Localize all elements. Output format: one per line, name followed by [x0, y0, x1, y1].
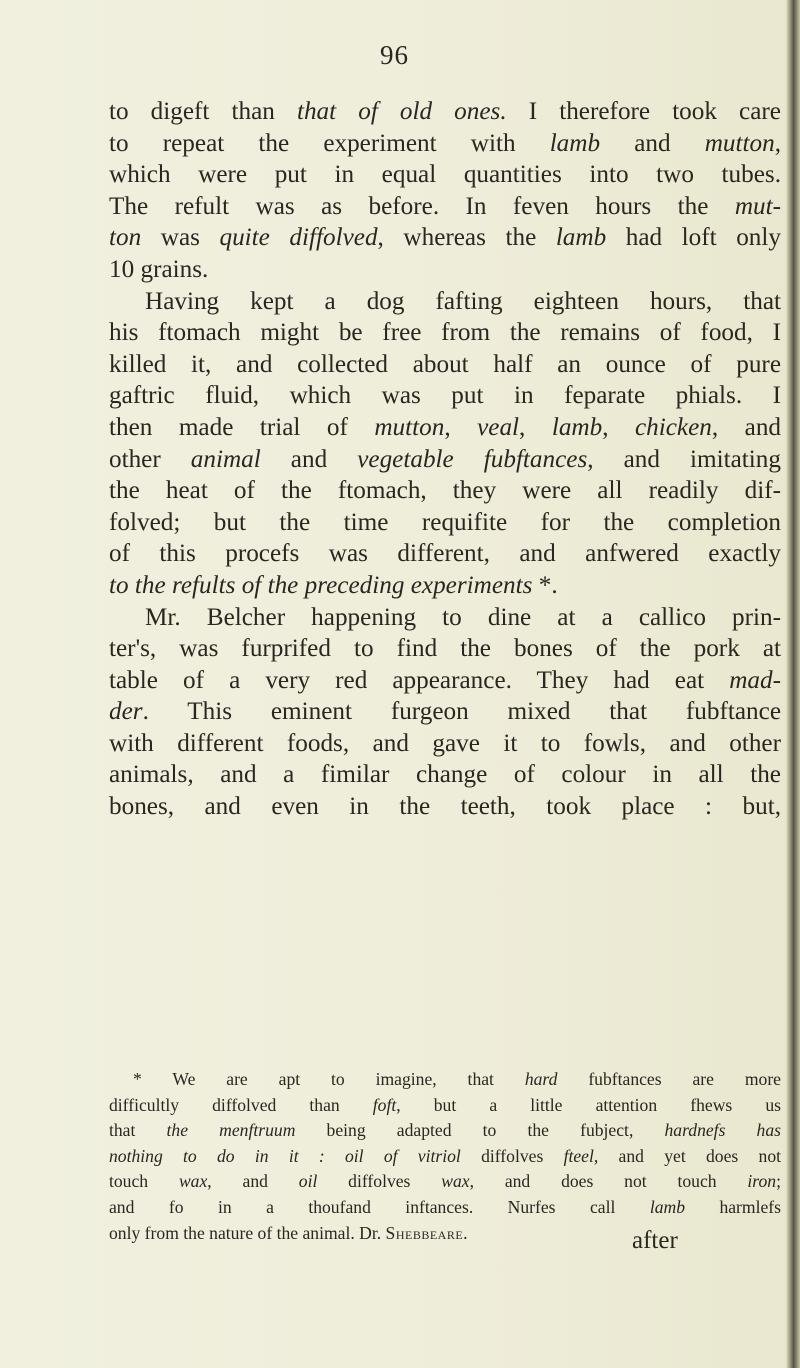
body-text-line: Mr. Belcher happening to dine at a callico prin-: [145, 603, 781, 631]
body-text-line: der. This eminent furgeon mixed that fubftance: [109, 698, 781, 726]
body-text-line: with different foods, and gave it to fowls, and other: [109, 729, 781, 757]
body-text-line: 10 grains.: [109, 255, 209, 283]
body-text: [109, 96, 789, 823]
body-text-line: to repeat the experiment with lamb and mutton,: [109, 129, 781, 157]
body-text-line: folved; but the time requifite for the completion: [109, 508, 781, 536]
footnote-line: touch wax, and oil diffolves wax, and does not touch iron;: [109, 1171, 781, 1192]
footnote-line: and fo in a thoufand inftances. Nurfes call lamb harmlefs: [109, 1196, 781, 1217]
footnote-line: that the menftruum being adapted to the fubject, hardnefs has: [109, 1120, 781, 1141]
footnote: [109, 1067, 789, 1246]
footnote-line: difficultly diffolved than foft, but a little attention fhews us: [109, 1094, 781, 1115]
body-text-line: bones, and even in the teeth, took place : but,: [109, 793, 781, 821]
catchword: after: [632, 1227, 678, 1254]
body-text-line: to digeft than that of old ones. I therefore took care: [109, 98, 781, 125]
body-text-line: Having kept a dog fafting eighteen hours, that: [145, 287, 781, 315]
body-text-line: killed it, and collected about half an ounce of pure: [109, 350, 781, 378]
footnote-line: * We are apt to imagine, that hard fubftances are more: [133, 1069, 781, 1089]
body-text-line: other animal and vegetable fubftances, and imitating: [109, 445, 781, 473]
body-text-line: to the refults of the preceding experiments *.: [109, 571, 558, 599]
body-text-line: of this procefs was different, and anfwered exactly: [109, 540, 781, 568]
body-text-line: ton was quite diffolved, whereas the lamb had loft only: [109, 224, 781, 252]
body-text-line: his ftomach might be free from the remains of food, I: [109, 319, 781, 347]
body-text-line: ter's, was furprifed to find the bones of the pork at: [109, 635, 781, 663]
footnote-line: nothing to do in it : oil of vitriol diffolves fteel, and yet does not: [109, 1145, 782, 1166]
body-text-line: then made trial of mutton, veal, lamb, chicken, and: [109, 413, 782, 441]
footnote-line: only from the nature of the animal. Dr. Shebbeare.: [109, 1222, 468, 1243]
body-text-line: animals, and a fimilar change of colour in all the: [109, 761, 781, 789]
body-text-line: table of a very red appearance. They had eat mad-: [109, 666, 781, 694]
body-text-line: the heat of the ftomach, they were all readily dif-: [109, 477, 781, 505]
body-text-line: The refult was as before. In feven hours the mut-: [109, 192, 781, 220]
body-text-line: gaftric fluid, which was put in feparate phials. I: [109, 382, 781, 410]
body-text-line: which were put in equal quantities into two tubes.: [109, 161, 781, 189]
page-number: 96: [380, 40, 409, 70]
